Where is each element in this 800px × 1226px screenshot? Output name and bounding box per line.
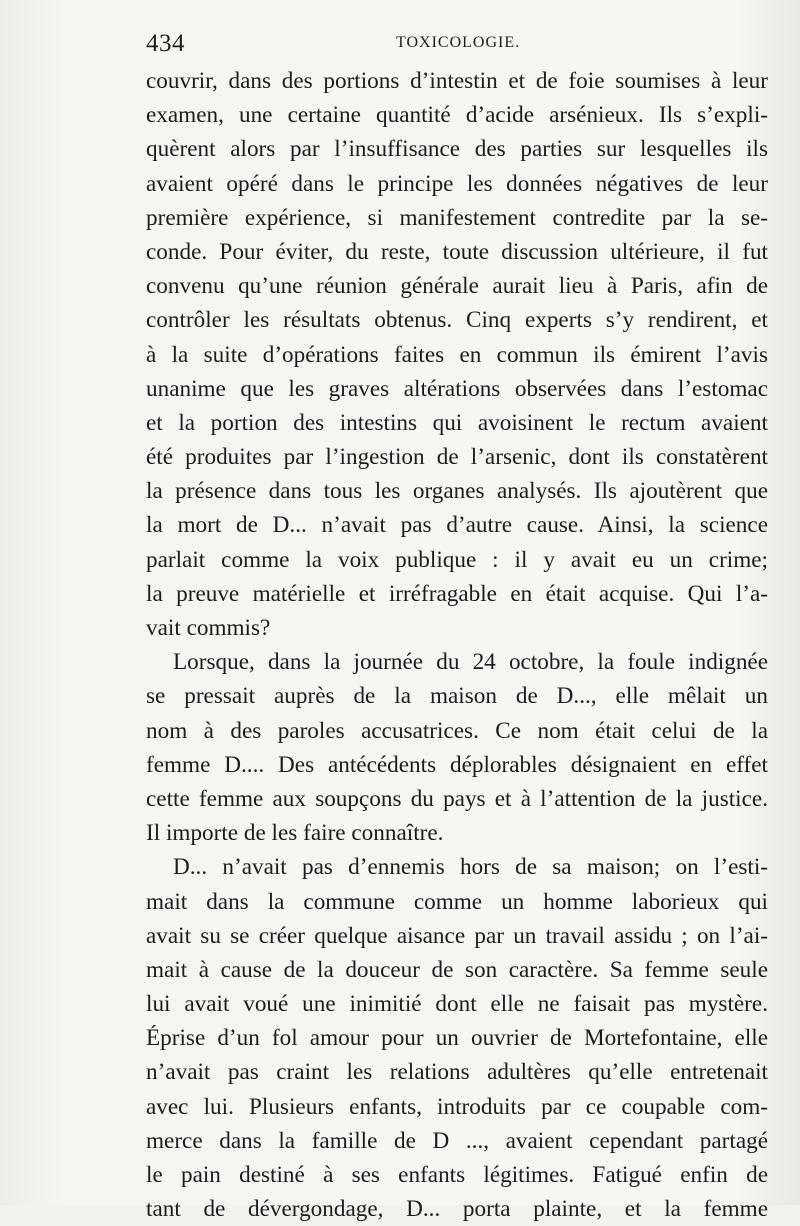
text-line: première expérience, si manifestement contredite par la se-	[146, 204, 768, 231]
text-line: Lorsque, dans la journée du 24 octobre, la foule indignée	[173, 649, 768, 676]
text-line: avaient opéré dans le principe les données négatives de leur	[146, 170, 768, 197]
text-line: quèrent alors par l’insuffisance des parties sur lesquelles ils	[146, 136, 768, 163]
text-line: tant de dévergondage, D... porta plainte, et la femme	[146, 1196, 768, 1223]
text-line: femme D.... Des antécédents déplorables désignaient en effet	[146, 751, 768, 778]
text-line: la présence dans tous les organes analysés. Ils ajoutèrent que	[146, 478, 768, 505]
text-line: unanime que les graves altérations observées dans l’estomac	[146, 375, 768, 402]
text-line: contrôler les résultats obtenus. Cinq experts s’y rendirent, et	[146, 307, 768, 334]
text-line: et la portion des intestins qui avoisinent le rectum avaient	[146, 409, 768, 436]
text-line: conde. Pour éviter, du reste, toute discussion ultérieure, il fut	[146, 238, 768, 265]
text-line: la mort de D... n’avait pas d’autre cause. Ainsi, la science	[146, 512, 768, 539]
text-line: la preuve matérielle et irréfragable en était acquise. Qui l’a-	[146, 580, 768, 607]
text-line: parlait comme la voix publique : il y avait eu un crime;	[146, 546, 768, 573]
text-line: Éprise d’un fol amour pour un ouvrier de Mortefontaine, elle	[146, 1025, 768, 1052]
text-line: cette femme aux soupçons du pays et à l’attention de la justice.	[146, 785, 768, 812]
text-line: lui avait voué une inimitié dont elle ne faisait pas mystère.	[146, 991, 768, 1018]
running-head	[146, 30, 766, 60]
text-line: à la suite d’opérations faites en commun ils émirent l’avis	[146, 341, 768, 368]
text-line: vait commis?	[146, 615, 271, 641]
text-line: convenu qu’une réunion générale aurait lieu à Paris, afin de	[146, 273, 768, 300]
text-line: examen, une certaine quantité d’acide arsénieux. Ils s’expli-	[146, 102, 768, 129]
text-line: n’avait pas craint les relations adultères qu’elle entretenait	[146, 1059, 768, 1086]
text-line: D... n’avait pas d’ennemis hors de sa maison; on l’esti-	[173, 854, 768, 881]
text-line: couvrir, dans des portions d’intestin et de foie soumises à leur	[146, 68, 768, 94]
text-line: merce dans la famille de D ..., avaient cependant partagé	[146, 1127, 768, 1154]
text-line: Il importe de les faire connaître.	[146, 820, 444, 847]
body-text	[146, 64, 768, 1226]
text-line: nom à des paroles accusatrices. Ce nom était celui de la	[146, 717, 768, 744]
text-line: le pain destiné à ses enfants légitimes. Fatigué enfin de	[146, 1162, 768, 1188]
text-line: avait su se créer quelque aisance par un travail assidu ; on l’ai-	[146, 922, 768, 949]
running-title: TOXICOLOGIE.	[396, 34, 521, 51]
text-line: été produites par l’ingestion de l’arsenic, dont ils constatèrent	[146, 444, 768, 471]
text-line: mait à cause de la douceur de son caractère. Sa femme seule	[146, 956, 768, 983]
page-number: 434	[146, 30, 185, 57]
text-line: mait dans la commune comme un homme laborieux qui	[146, 888, 768, 915]
text-line: avec lui. Plusieurs enfants, introduits par ce coupable com-	[146, 1093, 768, 1120]
text-line: se pressait auprès de la maison de D..., elle mêlait un	[146, 683, 768, 710]
